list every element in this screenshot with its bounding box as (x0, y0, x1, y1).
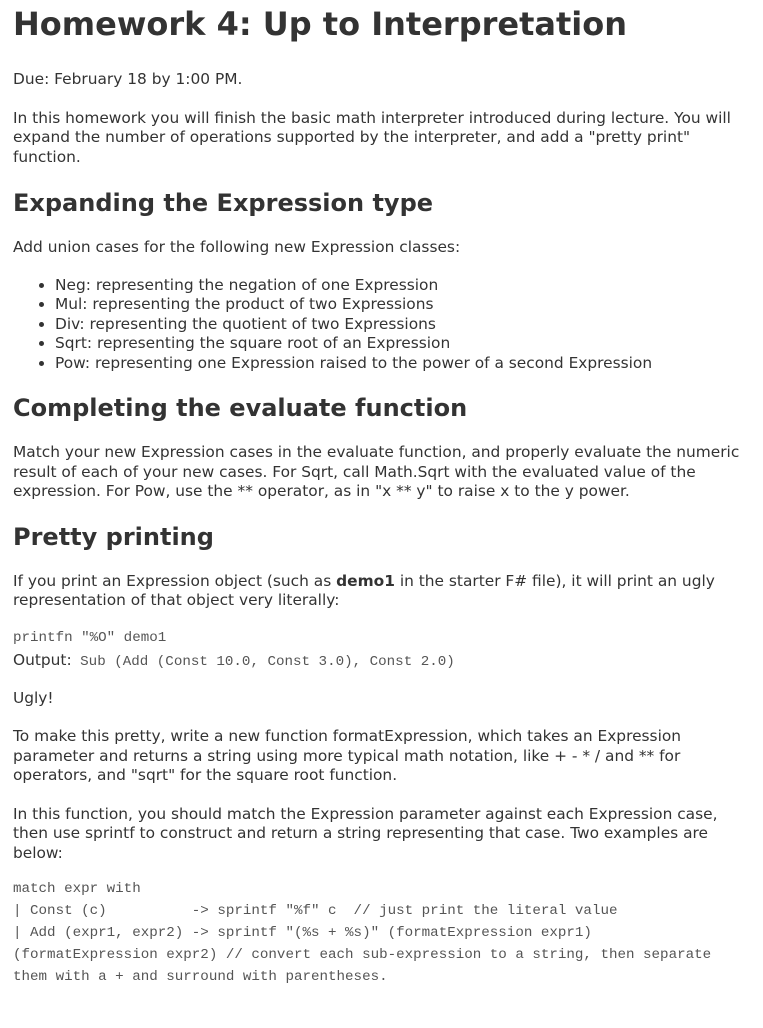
demo1-bold: demo1 (336, 571, 395, 590)
expression-case-list (13, 276, 749, 374)
pretty-print-intro (13, 572, 749, 611)
list-item: • Pow: representing one Expression raised to the power of a second Expression (55, 354, 749, 374)
output-line (13, 649, 749, 673)
match-instructions: In this function, you should match the Expression parameter against each Expression case, then use sprintf to construct and return a string representing that case. Two examples are below: (13, 804, 718, 862)
list-item: • Neg: representing the negation of one Expression (55, 276, 749, 296)
due-date: Due: February 18 by 1:00 PM. (13, 70, 243, 88)
page-title: Homework 4: Up to Interpretation (13, 5, 627, 43)
section2-body: Match your new Expression cases in the evaluate function, and properly evaluate the numeric result of each of your new cases. For Sqrt, call Math.Sqrt with the evaluated value of the expression. For Pow, use the ** operator, as in "x ** y" to raise x to the y power. (13, 443, 740, 500)
example-code-block (13, 878, 749, 988)
intro-paragraph: In this homework you will finish the basic math interpreter introduced during lecture. You will expand the number of operations supported by the interpreter, and add a "pretty print" function. (13, 108, 731, 166)
printfn-code: printfn "%O" demo1 (13, 629, 167, 646)
code-line-wrapped: (formatExpression expr2) // convert each sub-expression to a string, then separate them with a + and surround with parentheses. (13, 947, 720, 985)
text-span: in the starter F# file), it will print an ugly representation of that object very literally: (13, 571, 715, 609)
section-heading-pretty-printing: Pretty printing (13, 522, 214, 551)
section-heading-expanding: Expanding the Expression type (13, 189, 434, 217)
list-item: • Mul: representing the product of two Expressions (55, 295, 749, 315)
output-label: Output: (13, 650, 72, 669)
list-item: • Div: representing the quotient of two Expressions (55, 315, 749, 335)
section-heading-evaluate: Completing the evaluate function (13, 394, 468, 422)
section1-lead: Add union cases for the following new Expression classes: (13, 238, 461, 256)
code-line: | Const (c) -> sprintf "%f" c // just print the literal value (13, 903, 618, 919)
document (0, 4, 763, 988)
code-line: match expr with (13, 881, 141, 897)
ugly-remark: Ugly! (13, 688, 54, 707)
pretty-print-instructions: To make this pretty, write a new function formatExpression, which takes an Expression parameter and returns a string using more typical math notation, like + - * / and ** for operators, and "sqrt" for the square root function. (13, 727, 682, 784)
output-value: Sub (Add (Const 10.0, Const 3.0), Const 2.0) (71, 653, 455, 670)
list-item: • Sqrt: representing the square root of an Expression (55, 334, 749, 354)
code-line: | Add (expr1, expr2) -> sprintf "(%s + %s)" (formatExpression expr1) (13, 925, 592, 941)
text-span: If you print an Expression object (such as (13, 571, 337, 590)
